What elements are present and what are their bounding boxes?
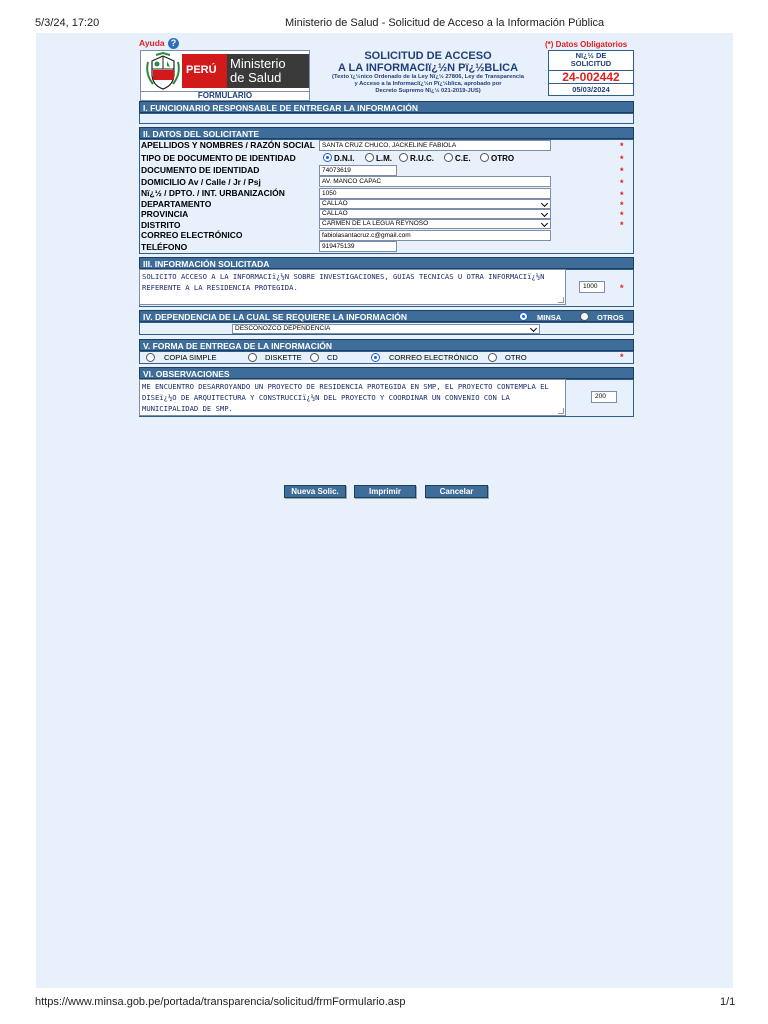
dist-label: DISTRITO bbox=[141, 220, 181, 230]
number-field[interactable]: 1050 bbox=[319, 188, 551, 199]
email-label: CORREO ELECTRÓNICO bbox=[141, 230, 243, 240]
request-no-label-1: Nï¿½ DE bbox=[575, 51, 607, 60]
info-request-textarea[interactable] bbox=[139, 269, 566, 305]
section-3-header: III. INFORMACIÓN SOLICITADA bbox=[139, 257, 634, 269]
required-mark-doc: * bbox=[620, 166, 624, 176]
name-label: APELLIDOS Y NOMBRES / RAZÓN SOCIAL bbox=[141, 140, 315, 150]
logo-line1: Ministerio bbox=[230, 56, 286, 71]
doc-label: DOCUMENTO DE IDENTIDAD bbox=[141, 165, 260, 175]
required-mark-number: * bbox=[620, 190, 624, 200]
dependency-radio-otros[interactable] bbox=[580, 312, 589, 321]
doctype-radio-lm[interactable] bbox=[365, 153, 374, 162]
prov-label: PROVINCIA bbox=[141, 209, 189, 219]
prov-select-value: CALLAO bbox=[322, 210, 348, 217]
print-button[interactable]: Imprimir bbox=[354, 485, 416, 498]
phone-label: TELÉFONO bbox=[141, 242, 188, 252]
required-mark-prov: * bbox=[620, 210, 624, 220]
required-mark-dist: * bbox=[620, 220, 624, 230]
delivery-option-cd: CD bbox=[327, 353, 338, 362]
doctype-option-ruc: R.U.C. bbox=[410, 154, 434, 163]
help-icon[interactable]: ? bbox=[168, 38, 179, 49]
chevron-down-icon bbox=[541, 210, 548, 217]
required-mark-dept: * bbox=[620, 200, 624, 210]
print-url: https://www.minsa.gob.pe/portada/transparencia/solicitud/frmFormulario.asp bbox=[35, 996, 406, 1008]
form-title bbox=[310, 50, 546, 74]
cancel-button[interactable]: Cancelar bbox=[425, 485, 488, 498]
delivery-radio-copia-simple[interactable] bbox=[146, 353, 155, 362]
required-mark-doctype: * bbox=[620, 154, 624, 164]
form-title-line2: A LA INFORMACIï¿½N Pï¿½BLICA bbox=[337, 62, 519, 74]
help-link[interactable] bbox=[139, 38, 165, 48]
number-label: Nï¿½ / DPTO. / INT. URBANIZACIÓN bbox=[141, 188, 285, 198]
chevron-down-icon bbox=[530, 325, 537, 332]
delivery-radio-diskette[interactable] bbox=[248, 353, 257, 362]
delivery-radio-cd[interactable] bbox=[310, 353, 319, 362]
doctype-option-otro: OTRO bbox=[491, 154, 515, 163]
info-char-counter: 1000 bbox=[579, 281, 605, 293]
doctype-radio-ruc[interactable] bbox=[399, 153, 408, 162]
resize-grip-icon[interactable] bbox=[558, 297, 564, 303]
form-title-line1: SOLICITUD DE ACCESO bbox=[364, 50, 492, 62]
section-1-header: I. FUNCIONARIO RESPONSABLE DE ENTREGAR LA INFORMACIÓN bbox=[139, 101, 634, 113]
doctype-option-dni: D.N.I. bbox=[334, 154, 355, 163]
required-mark-info: * bbox=[620, 283, 624, 293]
legal-note-line2: y Acceso a la Informaciï¿½n Pï¿½blica, aprobado por bbox=[354, 81, 502, 87]
doctype-radio-otro[interactable] bbox=[480, 153, 489, 162]
form-label: FORMULARIO bbox=[140, 91, 310, 101]
dept-select[interactable] bbox=[319, 199, 551, 209]
phone-field[interactable]: 919475139 bbox=[319, 241, 397, 252]
doctype-radio-dni[interactable] bbox=[323, 153, 332, 162]
dist-select[interactable] bbox=[319, 219, 551, 229]
legal-note bbox=[310, 74, 546, 95]
print-page-title: Ministerio de Salud - Solicitud de Acceso a la Información Pública bbox=[285, 17, 605, 29]
chevron-down-icon bbox=[541, 220, 548, 227]
legal-note-line3: Decreto Supremo Nï¿½ 021-2019-JUS) bbox=[375, 88, 481, 94]
section-1-body bbox=[139, 113, 634, 124]
address-field[interactable]: AV. MANCO CAPAC bbox=[319, 176, 551, 187]
address-label: DOMICILIO Av / Calle / Jr / Psj bbox=[141, 177, 261, 187]
doctype-option-lm: L.M. bbox=[376, 154, 392, 163]
legal-note-line1: (Texto ï¿½nico Ordenado de la Ley Nï¿½ 27806, Ley de Transparencia bbox=[332, 74, 524, 80]
request-number-box bbox=[548, 50, 634, 96]
delivery-radio-email[interactable] bbox=[371, 353, 380, 362]
logo-line2: de Salud bbox=[230, 70, 282, 85]
help-label: Ayuda bbox=[139, 38, 165, 48]
name-field[interactable]: SANTA CRUZ CHUCO, JACKELINE FABIOLA bbox=[319, 140, 551, 151]
coat-of-arms-icon bbox=[143, 52, 183, 92]
section-4-title: IV. DEPENDENCIA DE LA CUAL SE REQUIERE LA INFORMACIÓN bbox=[143, 312, 407, 322]
dependency-option-otros: OTROS bbox=[597, 313, 624, 322]
observations-text: ME ENCUENTRO DESARROYANDO UN PROYECTO DE RESIDENCIA PROTEGIDA EN SMP, EL PROYECTO CONTEMPLA EL DISEï¿½O DE ARQUITECTURA Y CONSTRUCCIï¿½N DEL PROYECTO Y COORDINAR UN CONVENIO CON LA MUNICIPALIDAD DE SMP. bbox=[142, 382, 549, 413]
delivery-option-diskette: DISKETTE bbox=[265, 353, 302, 362]
dependency-option-minsa: MINSA bbox=[537, 313, 562, 322]
print-page-number: 1/1 bbox=[720, 996, 736, 1008]
doctype-option-ce: C.E. bbox=[455, 154, 471, 163]
minsa-dark-block bbox=[227, 54, 309, 88]
request-number: 24-002442 bbox=[549, 70, 633, 84]
request-no-label-2: SOLICITUD bbox=[570, 59, 612, 68]
info-request-text: SOLICITO ACCESO A LA INFORMACIï¿½N SOBRE INVESTIGACIONES, GUIAS TECNICAS U OTRA INFORMACIï¿½N REFERENTE A LA RESIDENCIA PROTEGIDA. bbox=[142, 272, 545, 292]
delivery-option-copia-simple: COPIA SIMPLE bbox=[164, 353, 217, 362]
dist-select-value: CARMEN DE LA LEGUA REYNOSO bbox=[322, 220, 429, 227]
required-mark-delivery: * bbox=[620, 352, 624, 362]
request-date: 05/03/2024 bbox=[572, 85, 610, 94]
doctype-radio-ce[interactable] bbox=[444, 153, 453, 162]
email-field[interactable]: fabiolasantacruz.c@gmail.com bbox=[319, 230, 551, 241]
dependency-select-value: DESCONOZCO DEPENDENCIA bbox=[235, 325, 331, 332]
new-request-button[interactable]: Nueva Solic. bbox=[284, 485, 346, 498]
prov-select[interactable] bbox=[319, 209, 551, 219]
observations-char-counter: 200 bbox=[591, 391, 617, 403]
dependency-radio-minsa[interactable] bbox=[519, 312, 528, 321]
required-mark-name: * bbox=[620, 141, 624, 151]
doctype-label: TIPO DE DOCUMENTO DE IDENTIDAD bbox=[141, 153, 296, 163]
dept-select-value: CALLAO bbox=[322, 200, 348, 207]
print-datetime: 5/3/24, 17:20 bbox=[35, 17, 100, 29]
logo-country: PERÚ bbox=[186, 64, 217, 76]
doc-field[interactable]: 74073619 bbox=[319, 165, 397, 176]
dept-label: DEPARTAMENTO bbox=[141, 199, 212, 209]
section-2-header: II. DATOS DEL SOLICITANTE bbox=[139, 127, 634, 139]
resize-grip-icon[interactable] bbox=[558, 408, 564, 414]
peru-red-block bbox=[182, 54, 227, 88]
delivery-radio-otro[interactable] bbox=[488, 353, 497, 362]
delivery-option-email: CORREO ELECTRÓNICO bbox=[389, 353, 479, 362]
chevron-down-icon bbox=[541, 200, 548, 207]
minsa-logo bbox=[140, 50, 310, 92]
section-6-header: VI. OBSERVACIONES bbox=[139, 367, 634, 379]
observations-textarea[interactable] bbox=[139, 379, 566, 416]
dependency-select[interactable] bbox=[232, 324, 540, 334]
required-mark-address: * bbox=[620, 178, 624, 188]
required-note: (*) Datos Obligatorios bbox=[545, 40, 628, 49]
section-5-header: V. FORMA DE ENTREGA DE LA INFORMACIÓN bbox=[139, 339, 634, 351]
delivery-option-otro: OTRO bbox=[505, 353, 527, 362]
